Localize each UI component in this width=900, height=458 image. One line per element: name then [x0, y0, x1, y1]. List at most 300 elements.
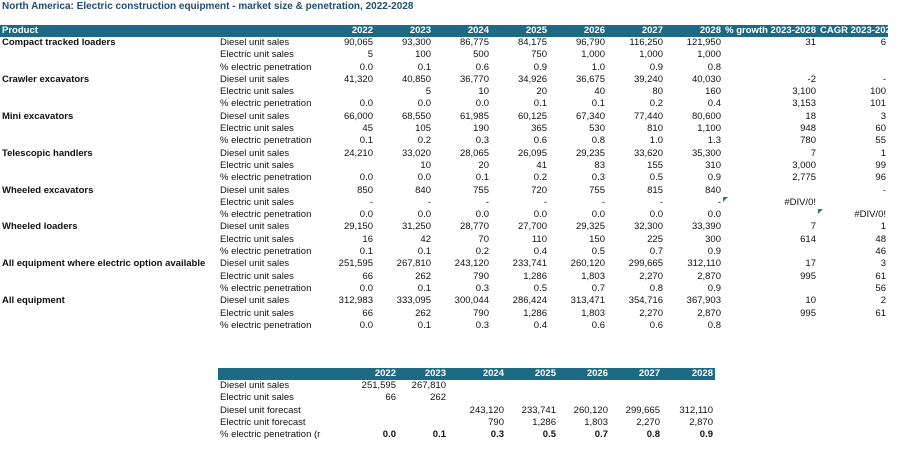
value-cell[interactable]: 299,665 — [628, 258, 663, 270]
value-cell[interactable]: - — [485, 196, 489, 208]
summary-value-cell[interactable] — [398, 417, 448, 429]
value-cell[interactable]: 26,095 — [517, 147, 547, 159]
category-cell[interactable] — [0, 271, 218, 283]
cagr-cell[interactable]: 1 — [880, 147, 886, 159]
summary-label-cell[interactable]: Diesel unit sales — [220, 380, 290, 391]
value-cell[interactable]: 0.8 — [649, 282, 663, 294]
summary-value-cell[interactable]: 251,595 — [361, 380, 396, 391]
value-cell[interactable]: 0.0 — [417, 98, 431, 110]
value-cell[interactable]: 0.5 — [649, 172, 663, 184]
category-cell[interactable] — [0, 308, 218, 320]
category-cell[interactable]: Wheeled loaders — [2, 221, 78, 233]
summary-value-cell[interactable] — [662, 380, 715, 392]
value-cell[interactable]: 31,250 — [401, 221, 431, 233]
value-cell[interactable]: 0.0 — [359, 172, 373, 184]
metric-cell[interactable]: % electric penetration — [220, 319, 312, 331]
header-cell[interactable]: CAGR 2023-2028 — [820, 25, 897, 36]
value-cell[interactable]: 29,325 — [575, 221, 605, 233]
header-cell[interactable]: 2024 — [433, 25, 491, 37]
value-cell[interactable]: 1,803 — [581, 307, 605, 319]
value-cell[interactable]: 0.3 — [591, 172, 605, 184]
category-cell[interactable] — [0, 320, 218, 332]
metric-cell[interactable]: Diesel unit sales — [220, 147, 290, 159]
value-cell[interactable]: 0.4 — [533, 319, 547, 331]
value-cell[interactable]: 0.0 — [475, 98, 489, 110]
value-cell[interactable]: 354,716 — [628, 295, 663, 307]
cagr-cell[interactable]: 48 — [875, 233, 886, 245]
value-cell[interactable]: 28,065 — [459, 147, 489, 159]
value-cell[interactable]: 0.8 — [707, 319, 721, 331]
value-cell[interactable]: 83 — [594, 159, 605, 171]
summary-label-cell[interactable]: Electric unit sales — [220, 392, 294, 404]
value-cell[interactable]: 333,095 — [396, 295, 431, 307]
value-cell[interactable]: 40,850 — [401, 73, 431, 85]
metric-cell[interactable]: % electric penetration — [220, 246, 312, 258]
value-cell[interactable]: 0.6 — [533, 135, 547, 147]
summary-value-cell[interactable]: 790 — [488, 416, 504, 428]
growth-cell[interactable]: 7 — [810, 147, 816, 159]
growth-cell[interactable] — [723, 62, 818, 74]
metric-cell[interactable]: % electric penetration — [220, 135, 312, 147]
cagr-cell[interactable]: 1 — [880, 221, 886, 233]
summary-value-cell[interactable] — [348, 405, 398, 417]
value-cell[interactable]: 0.5 — [591, 246, 605, 258]
summary-label-cell[interactable]: % electric penetration (r — [220, 429, 321, 441]
summary-value-cell[interactable]: 0.1 — [432, 429, 446, 441]
value-cell[interactable]: 33,390 — [691, 221, 721, 233]
value-cell[interactable]: 1,000 — [697, 49, 721, 61]
value-cell[interactable]: 80,600 — [691, 110, 721, 122]
category-cell[interactable] — [0, 86, 218, 98]
value-cell[interactable]: 35,300 — [691, 147, 721, 159]
summary-value-cell[interactable] — [448, 392, 506, 404]
summary-header-cell[interactable]: 2025 — [506, 368, 558, 380]
summary-value-cell[interactable] — [348, 417, 398, 429]
value-cell[interactable]: 0.2 — [475, 246, 489, 258]
header-cell[interactable]: 2027 — [607, 25, 665, 37]
value-cell[interactable]: 2,870 — [697, 270, 721, 282]
value-cell[interactable]: 0.3 — [475, 319, 489, 331]
value-cell[interactable]: 300,044 — [454, 295, 489, 307]
value-cell[interactable]: 2,270 — [639, 270, 663, 282]
summary-value-cell[interactable]: 299,665 — [625, 404, 660, 416]
value-cell[interactable]: 33,020 — [401, 147, 431, 159]
value-cell[interactable]: - — [369, 196, 373, 208]
growth-cell[interactable]: 7 — [810, 221, 816, 233]
value-cell[interactable]: 313,471 — [570, 295, 605, 307]
growth-cell[interactable]: 2,775 — [792, 172, 816, 184]
growth-cell[interactable]: 3,000 — [792, 159, 816, 171]
category-cell[interactable] — [0, 135, 218, 147]
value-cell[interactable]: 29,235 — [575, 147, 605, 159]
category-cell[interactable] — [0, 246, 218, 258]
summary-value-cell[interactable]: 312,110 — [679, 404, 713, 416]
growth-cell[interactable] — [723, 209, 818, 221]
summary-value-cell[interactable]: 262 — [430, 392, 446, 404]
value-cell[interactable]: 66,000 — [343, 110, 373, 122]
value-cell[interactable]: 20 — [478, 159, 489, 171]
value-cell[interactable]: 1.0 — [649, 135, 663, 147]
value-cell[interactable] — [325, 160, 375, 172]
summary-value-cell[interactable] — [506, 380, 558, 392]
category-cell[interactable] — [0, 160, 218, 172]
value-cell[interactable]: 0.0 — [359, 209, 373, 221]
cagr-cell[interactable]: #DIV/0! — [818, 209, 888, 221]
value-cell[interactable]: 0.2 — [649, 98, 663, 110]
category-cell[interactable]: Wheeled excavators — [2, 184, 94, 196]
value-cell[interactable]: 24,210 — [343, 147, 373, 159]
value-cell[interactable]: 190 — [473, 123, 489, 135]
value-cell[interactable]: 312,110 — [687, 258, 721, 270]
category-cell[interactable] — [0, 98, 218, 110]
summary-value-cell[interactable] — [610, 380, 662, 392]
value-cell[interactable]: 121,950 — [686, 37, 721, 48]
value-cell[interactable]: 0.9 — [533, 61, 547, 73]
summary-value-cell[interactable]: 233,741 — [521, 404, 556, 416]
value-cell[interactable]: 36,770 — [459, 73, 489, 85]
growth-cell[interactable] — [723, 320, 818, 332]
summary-value-cell[interactable]: 2,870 — [689, 416, 713, 428]
summary-value-cell[interactable]: 0.0 — [382, 429, 396, 441]
metric-cell[interactable]: % electric penetration — [220, 61, 312, 73]
value-cell[interactable]: - — [717, 196, 721, 208]
summary-header-cell[interactable]: 2022 — [348, 368, 398, 380]
metric-cell[interactable]: Diesel unit sales — [220, 110, 290, 122]
value-cell[interactable]: 0.0 — [359, 98, 373, 110]
category-cell[interactable] — [0, 62, 218, 74]
cagr-cell[interactable]: 96 — [875, 172, 886, 184]
value-cell[interactable]: 86,775 — [459, 37, 489, 48]
summary-label-cell[interactable]: Electric unit forecast — [220, 416, 306, 428]
value-cell[interactable]: 0.3 — [475, 135, 489, 147]
category-cell[interactable]: Compact tracked loaders — [2, 37, 116, 48]
value-cell[interactable]: 810 — [647, 123, 663, 135]
value-cell[interactable]: 367,903 — [686, 295, 721, 307]
value-cell[interactable]: 61,985 — [459, 110, 489, 122]
value-cell[interactable]: 40 — [594, 86, 605, 98]
value-cell[interactable]: 1.0 — [591, 61, 605, 73]
value-cell[interactable]: 10 — [420, 159, 431, 171]
summary-value-cell[interactable]: 0.7 — [594, 429, 608, 441]
value-cell[interactable]: 1,286 — [523, 270, 547, 282]
value-cell[interactable]: 1,803 — [581, 270, 605, 282]
value-cell[interactable]: 160 — [705, 86, 721, 98]
value-cell[interactable]: 100 — [415, 49, 431, 61]
value-cell[interactable]: 36,675 — [575, 73, 605, 85]
value-cell[interactable]: - — [601, 196, 605, 208]
value-cell[interactable]: 1.3 — [707, 135, 721, 147]
summary-label-cell[interactable]: Diesel unit forecast — [220, 404, 301, 416]
value-cell[interactable]: 0.6 — [591, 319, 605, 331]
summary-value-cell[interactable]: 0.9 — [699, 429, 713, 441]
value-cell[interactable]: 0.8 — [707, 61, 721, 73]
value-cell[interactable]: 34,926 — [517, 73, 547, 85]
category-cell[interactable] — [0, 234, 218, 246]
header-cell[interactable]: 2028 — [665, 25, 723, 37]
summary-value-cell[interactable] — [398, 405, 448, 417]
value-cell[interactable]: 0.0 — [475, 209, 489, 221]
value-cell[interactable]: 225 — [647, 233, 663, 245]
value-cell[interactable]: 40,030 — [691, 73, 721, 85]
header-cell[interactable]: Product — [0, 25, 218, 37]
metric-cell[interactable]: Electric unit sales — [220, 86, 294, 98]
value-cell[interactable]: - — [427, 196, 431, 208]
metric-cell[interactable]: Diesel unit sales — [220, 73, 290, 85]
growth-cell[interactable]: 780 — [800, 135, 816, 147]
category-cell[interactable] — [0, 123, 218, 135]
cagr-cell[interactable] — [818, 197, 888, 209]
value-cell[interactable]: 60,125 — [517, 110, 547, 122]
cagr-cell[interactable]: 3 — [880, 110, 886, 122]
summary-value-cell[interactable]: 1,286 — [532, 416, 556, 428]
category-cell[interactable] — [0, 283, 218, 295]
header-cell[interactable]: 2022 — [325, 25, 375, 37]
value-cell[interactable]: 790 — [473, 270, 489, 282]
value-cell[interactable]: 105 — [415, 123, 431, 135]
value-cell[interactable]: 0.4 — [707, 98, 721, 110]
value-cell[interactable]: 0.9 — [707, 282, 721, 294]
value-cell[interactable]: 45 — [362, 123, 373, 135]
growth-cell[interactable]: 3,153 — [792, 98, 816, 110]
value-cell[interactable]: 93,300 — [401, 37, 431, 48]
value-cell[interactable]: 0.1 — [417, 61, 431, 73]
value-cell[interactable]: 0.0 — [649, 209, 663, 221]
value-cell[interactable]: 1,286 — [523, 307, 547, 319]
summary-value-cell[interactable]: 66 — [385, 392, 396, 404]
value-cell[interactable]: 0.0 — [707, 209, 721, 221]
cagr-cell[interactable]: 99 — [875, 159, 886, 171]
value-cell[interactable]: 0.6 — [475, 61, 489, 73]
value-cell[interactable]: 1,000 — [581, 49, 605, 61]
value-cell[interactable]: 0.1 — [417, 319, 431, 331]
cagr-cell[interactable]: 61 — [875, 307, 886, 319]
summary-value-cell[interactable] — [558, 380, 610, 392]
cagr-cell[interactable] — [818, 320, 888, 332]
value-cell[interactable]: 70 — [478, 233, 489, 245]
value-cell[interactable]: 84,175 — [517, 37, 547, 48]
value-cell[interactable]: 2,270 — [639, 307, 663, 319]
value-cell[interactable]: 0.4 — [533, 246, 547, 258]
value-cell[interactable]: 33,620 — [633, 147, 663, 159]
value-cell[interactable]: 750 — [531, 49, 547, 61]
cagr-cell[interactable]: 55 — [875, 135, 886, 147]
value-cell[interactable]: 0.0 — [359, 319, 373, 331]
metric-cell[interactable]: Electric unit sales — [220, 196, 294, 208]
metric-cell[interactable]: % electric penetration — [220, 98, 312, 110]
category-cell[interactable]: Telescopic handlers — [2, 147, 93, 159]
value-cell[interactable]: 0.1 — [591, 98, 605, 110]
value-cell[interactable]: 0.7 — [591, 282, 605, 294]
value-cell[interactable]: 262 — [415, 307, 431, 319]
summary-value-cell[interactable] — [610, 392, 662, 404]
cagr-cell[interactable]: 56 — [875, 282, 886, 294]
value-cell[interactable]: 720 — [531, 184, 547, 196]
value-cell[interactable]: 155 — [647, 159, 663, 171]
cagr-cell[interactable]: 46 — [875, 246, 886, 258]
value-cell[interactable]: 150 — [589, 233, 605, 245]
value-cell[interactable]: 41,320 — [343, 73, 373, 85]
metric-cell[interactable]: Electric unit sales — [220, 270, 294, 282]
summary-header-cell[interactable]: 2028 — [662, 368, 715, 380]
metric-cell[interactable]: Electric unit sales — [220, 123, 294, 135]
value-cell[interactable]: 67,340 — [575, 110, 605, 122]
cagr-cell[interactable]: 61 — [875, 270, 886, 282]
growth-cell[interactable] — [723, 246, 818, 258]
value-cell[interactable]: 42 — [420, 233, 431, 245]
category-cell[interactable]: Mini excavators — [2, 110, 74, 122]
value-cell[interactable]: 5 — [425, 86, 431, 98]
metric-cell[interactable]: Diesel unit sales — [220, 258, 290, 270]
value-cell[interactable]: 0.1 — [417, 246, 431, 258]
growth-cell[interactable]: 17 — [805, 258, 816, 270]
value-cell[interactable]: 96,790 — [575, 37, 605, 48]
value-cell[interactable]: 267,810 — [396, 258, 431, 270]
summary-value-cell[interactable] — [448, 380, 506, 392]
value-cell[interactable]: 1,100 — [697, 123, 721, 135]
value-cell[interactable]: 28,770 — [459, 221, 489, 233]
growth-cell[interactable]: 995 — [800, 270, 816, 282]
category-cell[interactable]: All equipment where electric option available — [2, 258, 206, 270]
value-cell[interactable]: 286,424 — [512, 295, 547, 307]
value-cell[interactable]: 77,440 — [633, 110, 663, 122]
growth-cell[interactable] — [723, 49, 818, 61]
metric-cell[interactable]: Electric unit sales — [220, 49, 294, 61]
value-cell[interactable]: 0.2 — [417, 135, 431, 147]
metric-cell[interactable]: Diesel unit sales — [220, 37, 290, 48]
summary-value-cell[interactable]: 267,810 — [411, 380, 446, 391]
metric-cell[interactable]: % electric penetration — [220, 282, 312, 294]
value-cell[interactable]: 110 — [531, 233, 547, 245]
value-cell[interactable]: 0.1 — [475, 172, 489, 184]
cagr-cell[interactable] — [818, 49, 888, 61]
value-cell[interactable]: 0.8 — [591, 135, 605, 147]
value-cell[interactable]: - — [543, 196, 547, 208]
value-cell[interactable]: 20 — [536, 86, 547, 98]
growth-cell[interactable] — [723, 185, 818, 197]
summary-value-cell[interactable]: 0.5 — [542, 429, 556, 441]
summary-header-cell[interactable]: 2023 — [398, 368, 448, 380]
value-cell[interactable]: 0.6 — [649, 319, 663, 331]
value-cell[interactable]: 0.0 — [417, 172, 431, 184]
summary-value-cell[interactable]: 0.3 — [490, 429, 504, 441]
value-cell[interactable]: 39,240 — [633, 73, 663, 85]
value-cell[interactable]: 0.0 — [533, 209, 547, 221]
value-cell[interactable]: 310 — [705, 159, 721, 171]
value-cell[interactable]: 0.1 — [417, 282, 431, 294]
summary-value-cell[interactable] — [662, 392, 715, 404]
value-cell[interactable]: 0.0 — [359, 282, 373, 294]
cagr-cell[interactable]: 101 — [870, 98, 886, 110]
value-cell[interactable]: 32,300 — [633, 221, 663, 233]
summary-value-cell[interactable]: 260,120 — [573, 404, 608, 416]
metric-cell[interactable]: Diesel unit sales — [220, 184, 290, 196]
value-cell[interactable]: 80 — [652, 86, 663, 98]
summary-header-cell[interactable]: 2024 — [448, 368, 506, 380]
metric-cell[interactable]: Electric unit sales — [220, 307, 294, 319]
cagr-cell[interactable]: 2 — [880, 295, 886, 307]
growth-cell[interactable]: 3,100 — [792, 86, 816, 98]
metric-cell[interactable]: Electric unit sales — [220, 233, 294, 245]
header-cell[interactable]: 2025 — [491, 25, 549, 37]
value-cell[interactable]: 90,065 — [343, 37, 373, 48]
value-cell[interactable]: 312,983 — [338, 295, 373, 307]
growth-cell[interactable]: 10 — [805, 295, 816, 307]
growth-cell[interactable]: -2 — [807, 73, 816, 85]
value-cell[interactable]: 66 — [362, 270, 373, 282]
header-cell[interactable] — [218, 25, 325, 37]
summary-header-cell[interactable] — [218, 368, 348, 380]
value-cell[interactable]: 27,700 — [517, 221, 547, 233]
cagr-cell[interactable] — [818, 62, 888, 74]
category-cell[interactable] — [0, 172, 218, 184]
value-cell[interactable]: 0.7 — [649, 246, 663, 258]
value-cell[interactable]: 0.9 — [707, 172, 721, 184]
value-cell[interactable]: 840 — [415, 184, 431, 196]
category-cell[interactable] — [0, 197, 218, 209]
category-cell[interactable] — [0, 49, 218, 61]
value-cell[interactable]: 0.1 — [359, 135, 373, 147]
value-cell[interactable]: 0.1 — [533, 98, 547, 110]
value-cell[interactable]: 755 — [589, 184, 605, 196]
value-cell[interactable]: 850 — [357, 184, 373, 196]
summary-header-cell[interactable]: 2026 — [558, 368, 610, 380]
value-cell[interactable]: 0.2 — [533, 172, 547, 184]
value-cell[interactable]: 755 — [473, 184, 489, 196]
header-cell[interactable]: 2026 — [549, 25, 607, 37]
value-cell[interactable]: 0.0 — [417, 209, 431, 221]
value-cell[interactable]: 233,741 — [512, 258, 547, 270]
summary-value-cell[interactable]: 0.8 — [646, 429, 660, 441]
value-cell[interactable]: 10 — [478, 86, 489, 98]
value-cell[interactable]: 0.3 — [475, 282, 489, 294]
growth-cell[interactable]: 18 — [805, 110, 816, 122]
metric-cell[interactable]: Diesel unit sales — [220, 295, 290, 307]
value-cell[interactable]: 41 — [536, 159, 547, 171]
category-cell[interactable]: All equipment — [2, 295, 65, 307]
value-cell[interactable]: 243,120 — [454, 258, 489, 270]
header-cell[interactable]: 2023 — [375, 25, 433, 37]
value-cell[interactable]: 0.0 — [591, 209, 605, 221]
summary-header-cell[interactable]: 2027 — [610, 368, 662, 380]
summary-value-cell[interactable] — [558, 392, 610, 404]
value-cell[interactable]: 5 — [367, 49, 373, 61]
value-cell[interactable]: 0.9 — [649, 61, 663, 73]
cagr-cell[interactable]: 3 — [880, 258, 886, 270]
cagr-cell[interactable]: 100 — [870, 86, 886, 98]
value-cell[interactable]: 66 — [362, 307, 373, 319]
value-cell[interactable]: - — [659, 196, 663, 208]
cagr-cell[interactable]: - — [882, 184, 886, 196]
value-cell[interactable]: 260,120 — [570, 258, 605, 270]
value-cell[interactable]: 0.1 — [359, 246, 373, 258]
value-cell[interactable]: 1,000 — [639, 49, 663, 61]
value-cell[interactable]: 500 — [473, 49, 489, 61]
growth-cell[interactable] — [723, 283, 818, 295]
value-cell[interactable]: 530 — [589, 123, 605, 135]
value-cell[interactable]: 116,250 — [629, 37, 663, 48]
category-cell[interactable]: Crawler excavators — [2, 73, 90, 85]
metric-cell[interactable]: % electric penetration — [220, 172, 312, 184]
value-cell[interactable]: 262 — [415, 270, 431, 282]
value-cell[interactable]: 29,150 — [343, 221, 373, 233]
category-cell[interactable] — [0, 209, 218, 221]
growth-cell[interactable]: 31 — [805, 37, 816, 48]
summary-value-cell[interactable]: 2,270 — [636, 416, 660, 428]
growth-cell[interactable]: 614 — [800, 233, 816, 245]
value-cell[interactable]: 815 — [647, 184, 663, 196]
growth-cell[interactable]: #DIV/0! — [723, 197, 818, 209]
cagr-cell[interactable]: 60 — [875, 123, 886, 135]
